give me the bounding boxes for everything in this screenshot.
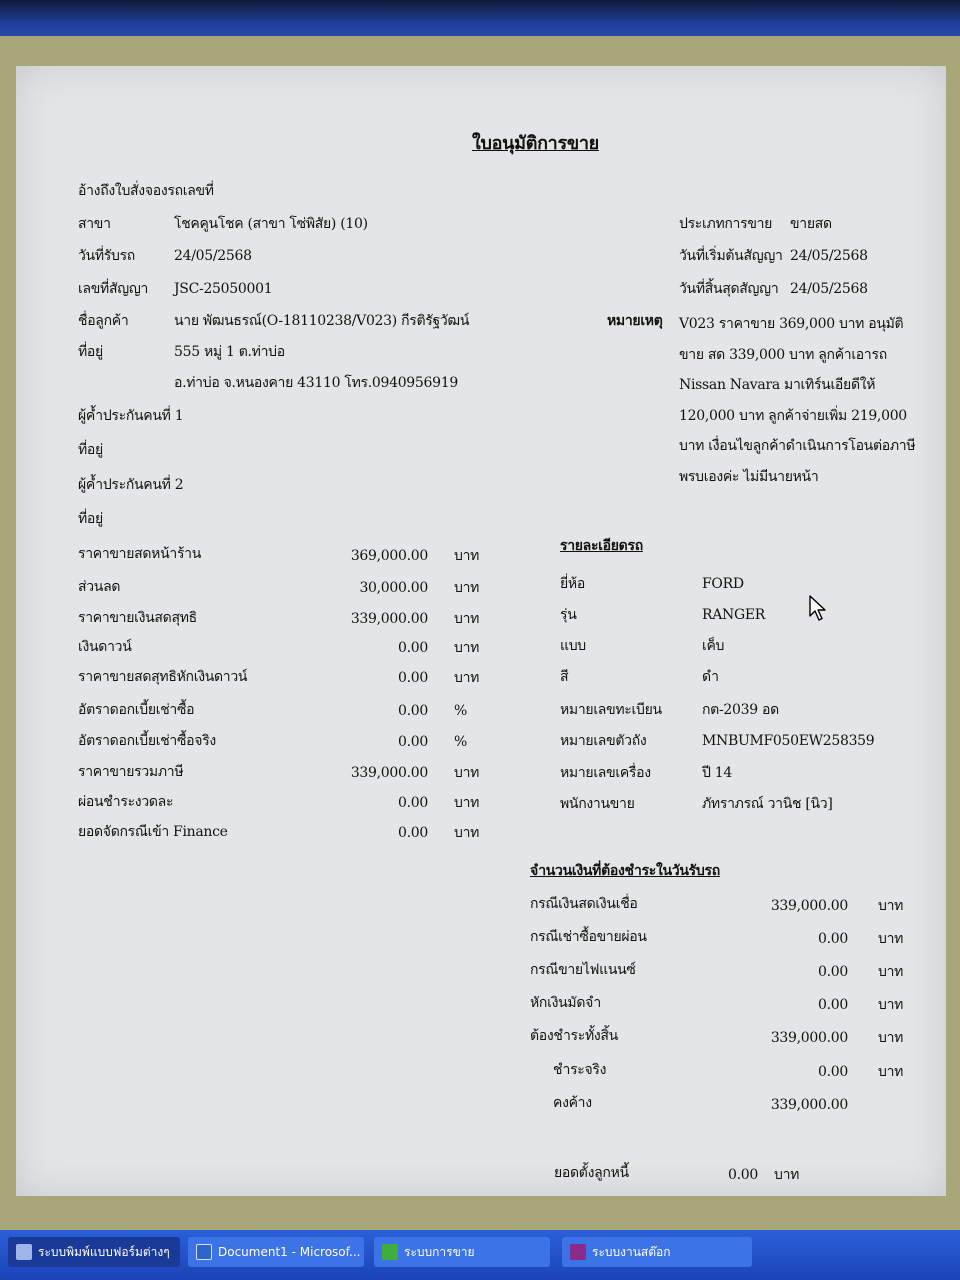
paid-label: ชำระจริง — [553, 1062, 607, 1078]
payment-value: 339,000.00 — [770, 898, 848, 914]
payment-value: 339,000.00 — [770, 1030, 848, 1046]
taskbar-button-label: Document1 - Microsof... — [218, 1245, 361, 1259]
delivery-date-value: 24/05/2568 — [174, 248, 252, 264]
vehicle-detail-label: หมายเลขเครื่อง — [560, 765, 651, 781]
remaining-value: 339,000.00 — [770, 1097, 848, 1113]
vehicle-detail-label: หมายเลขตัวถัง — [560, 733, 647, 749]
vehicle-detail-label: แบบ — [560, 638, 586, 654]
payment-value: 0.00 — [818, 964, 848, 980]
contract-start-label: วันที่เริ่มต้นสัญญา — [679, 248, 783, 264]
sale-type-value: ขายสด — [790, 216, 832, 232]
pricing-value: 0.00 — [398, 640, 428, 656]
payment-heading: จำนวนเงินที่ต้องชำระในวันรับรถ — [530, 863, 720, 879]
pricing-label: เงินดาวน์ — [78, 639, 132, 655]
vehicle-detail-value: ภัทราภรณ์ วานิช [นิว] — [702, 796, 833, 812]
customer-name-label: ชื่อลูกค้า — [78, 313, 129, 329]
pricing-value: 0.00 — [398, 670, 428, 686]
address-label: ที่อยู่ — [78, 344, 103, 360]
window-top-bar — [0, 0, 960, 40]
mouse-pointer-icon — [808, 594, 828, 622]
remaining-label: คงค้าง — [553, 1095, 592, 1111]
payment-unit: บาท — [878, 898, 904, 914]
pricing-label: ยอดจัดกรณีเข้า Finance — [78, 824, 228, 840]
pricing-label: ราคาขายสดหน้าร้าน — [78, 546, 201, 562]
taskbar-button-label: ระบบงานสต๊อก — [592, 1245, 671, 1259]
paid-value: 0.00 — [818, 1064, 848, 1080]
app-window-icon — [16, 1244, 32, 1260]
pricing-value: 369,000.00 — [350, 548, 428, 564]
vehicle-detail-value: ปี 14 — [702, 765, 732, 781]
pricing-label: อัตราดอกเบี้ยเช่าซื้อ — [78, 702, 195, 718]
pricing-value: 0.00 — [398, 703, 428, 719]
payment-unit: บาท — [878, 997, 904, 1013]
debt-label: ยอดตั้งลูกหนี้ — [554, 1165, 629, 1181]
vehicle-detail-value: MNBUMF050EW258359 — [702, 733, 875, 749]
document-title: ใบอนุมัติการขาย — [472, 133, 599, 154]
pricing-value: 0.00 — [398, 795, 428, 811]
payment-label: หักเงินมัดจำ — [530, 995, 601, 1011]
vehicle-detail-label: หมายเลขทะเบียน — [560, 702, 662, 718]
payment-value: 0.00 — [818, 997, 848, 1013]
address-value: 555 หมู่ 1 ต.ท่าบ่อ — [174, 344, 285, 360]
pricing-value: 0.00 — [398, 825, 428, 841]
stock-app-icon — [570, 1244, 586, 1260]
contract-start-value: 24/05/2568 — [790, 248, 868, 264]
payment-unit: บาท — [878, 964, 904, 980]
guarantor-1-address-label: ที่อยู่ — [78, 442, 103, 458]
pricing-unit: % — [454, 734, 468, 750]
pricing-label: อัตราดอกเบี้ยเช่าซื้อจริง — [78, 733, 216, 749]
vehicle-detail-value: ดำ — [702, 669, 719, 685]
pricing-unit: บาท — [454, 580, 480, 596]
guarantor-2-label: ผู้ค้ำประกันคนที่ 2 — [78, 477, 184, 493]
payment-unit: บาท — [878, 931, 904, 947]
branch-value: โชคคูนโชค (สาขา โซ่พิสัย) (10) — [174, 216, 368, 232]
remark-text: V023 ราคาขาย 369,000 บาท อนุมัติขาย สด 339,000 บาท ลูกค้าเอารถ Nissan Navara มาเทิร์นเอียดีให้ 120,000 บาท ลูกค้าจ่ายเพิ่ม 219,000 บาท เงื่อนไขลูกค้าดำเนินการโอนต่อภาษี พรบเองค่ะ ไม่มีนายหน้า — [679, 316, 916, 485]
vehicle-detail-label: สี — [560, 669, 569, 685]
taskbar-button-stock[interactable] — [562, 1237, 752, 1267]
pricing-value: 0.00 — [398, 734, 428, 750]
pricing-label: ราคาขายรวมภาษี — [78, 764, 184, 780]
taskbar-button-sales[interactable] — [374, 1237, 550, 1267]
pricing-unit: บาท — [454, 640, 480, 656]
taskbar — [0, 1230, 960, 1280]
vehicle-detail-label: พนักงานขาย — [560, 796, 635, 812]
pricing-value: 339,000.00 — [350, 611, 428, 627]
debt-value: 0.00 — [728, 1167, 758, 1183]
pricing-unit: บาท — [454, 670, 480, 686]
pricing-label: ราคาขายเงินสดสุทธิ — [78, 610, 197, 626]
pricing-label: ส่วนลด — [78, 579, 121, 595]
guarantor-2-address-label: ที่อยู่ — [78, 511, 103, 527]
reservation-ref-label: อ้างถึงใบสั่งจองรถเลขที่ — [78, 183, 214, 199]
payment-unit: บาท — [878, 1030, 904, 1046]
vehicle-detail-value: กต-2039 อด — [702, 702, 779, 718]
sale-approval-document — [16, 66, 946, 1196]
pricing-unit: % — [454, 703, 468, 719]
payment-label: ต้องชำระทั้งสิ้น — [530, 1028, 618, 1044]
delivery-date-label: วันที่รับรถ — [78, 248, 135, 264]
branch-label: สาขา — [78, 216, 111, 232]
vehicle-detail-value: RANGER — [702, 607, 766, 623]
vehicle-detail-value: FORD — [702, 576, 744, 592]
sale-type-label: ประเภทการขาย — [679, 216, 773, 232]
contract-number-label: เลขที่สัญญา — [78, 281, 149, 297]
pricing-unit: บาท — [454, 795, 480, 811]
contract-end-label: วันที่สิ้นสุดสัญญา — [679, 281, 779, 297]
vehicle-detail-label: รุ่น — [560, 607, 577, 623]
taskbar-button-word[interactable] — [188, 1237, 364, 1267]
customer-name-value: นาย พัฒนธรณ์(O-18110238/V023) กีรติรัฐวัฒน์ — [174, 313, 470, 329]
pricing-value: 339,000.00 — [350, 765, 428, 781]
pricing-value: 30,000.00 — [359, 580, 428, 596]
taskbar-button-label: ระบบการขาย — [404, 1245, 475, 1259]
pricing-unit: บาท — [454, 825, 480, 841]
taskbar-button-label: ระบบพิมพ์แบบฟอร์มต่างๆ — [38, 1245, 170, 1259]
word-icon — [196, 1244, 212, 1260]
debt-unit: บาท — [774, 1167, 800, 1183]
address-line-2: อ.ท่าบ่อ จ.หนองคาย 43110 โทร.0940956919 — [174, 375, 458, 391]
payment-value: 0.00 — [818, 931, 848, 947]
guarantor-1-label: ผู้ค้ำประกันคนที่ 1 — [78, 408, 184, 424]
pricing-unit: บาท — [454, 765, 480, 781]
payment-label: กรณีเงินสดเงินเชื่อ — [530, 896, 638, 912]
pricing-unit: บาท — [454, 611, 480, 627]
taskbar-button-forms[interactable] — [8, 1237, 180, 1267]
pricing-label: ราคาขายสดสุทธิหักเงินดาวน์ — [78, 669, 248, 685]
vehicle-detail-value: เค็บ — [702, 638, 725, 654]
payment-label: กรณีเช่าซื้อขายผ่อน — [530, 929, 647, 945]
contract-number-value: JSC-25050001 — [174, 281, 273, 297]
paid-unit: บาท — [878, 1064, 904, 1080]
vehicle-details-heading: รายละเอียดรถ — [560, 538, 643, 554]
remark-label: หมายเหตุ — [607, 313, 663, 329]
sales-app-icon — [382, 1244, 398, 1260]
contract-end-value: 24/05/2568 — [790, 281, 868, 297]
payment-label: กรณีขายไฟแนนซ์ — [530, 962, 636, 978]
pricing-label: ผ่อนชำระงวดละ — [78, 794, 174, 810]
pricing-unit: บาท — [454, 548, 480, 564]
vehicle-detail-label: ยี่ห้อ — [560, 576, 585, 592]
